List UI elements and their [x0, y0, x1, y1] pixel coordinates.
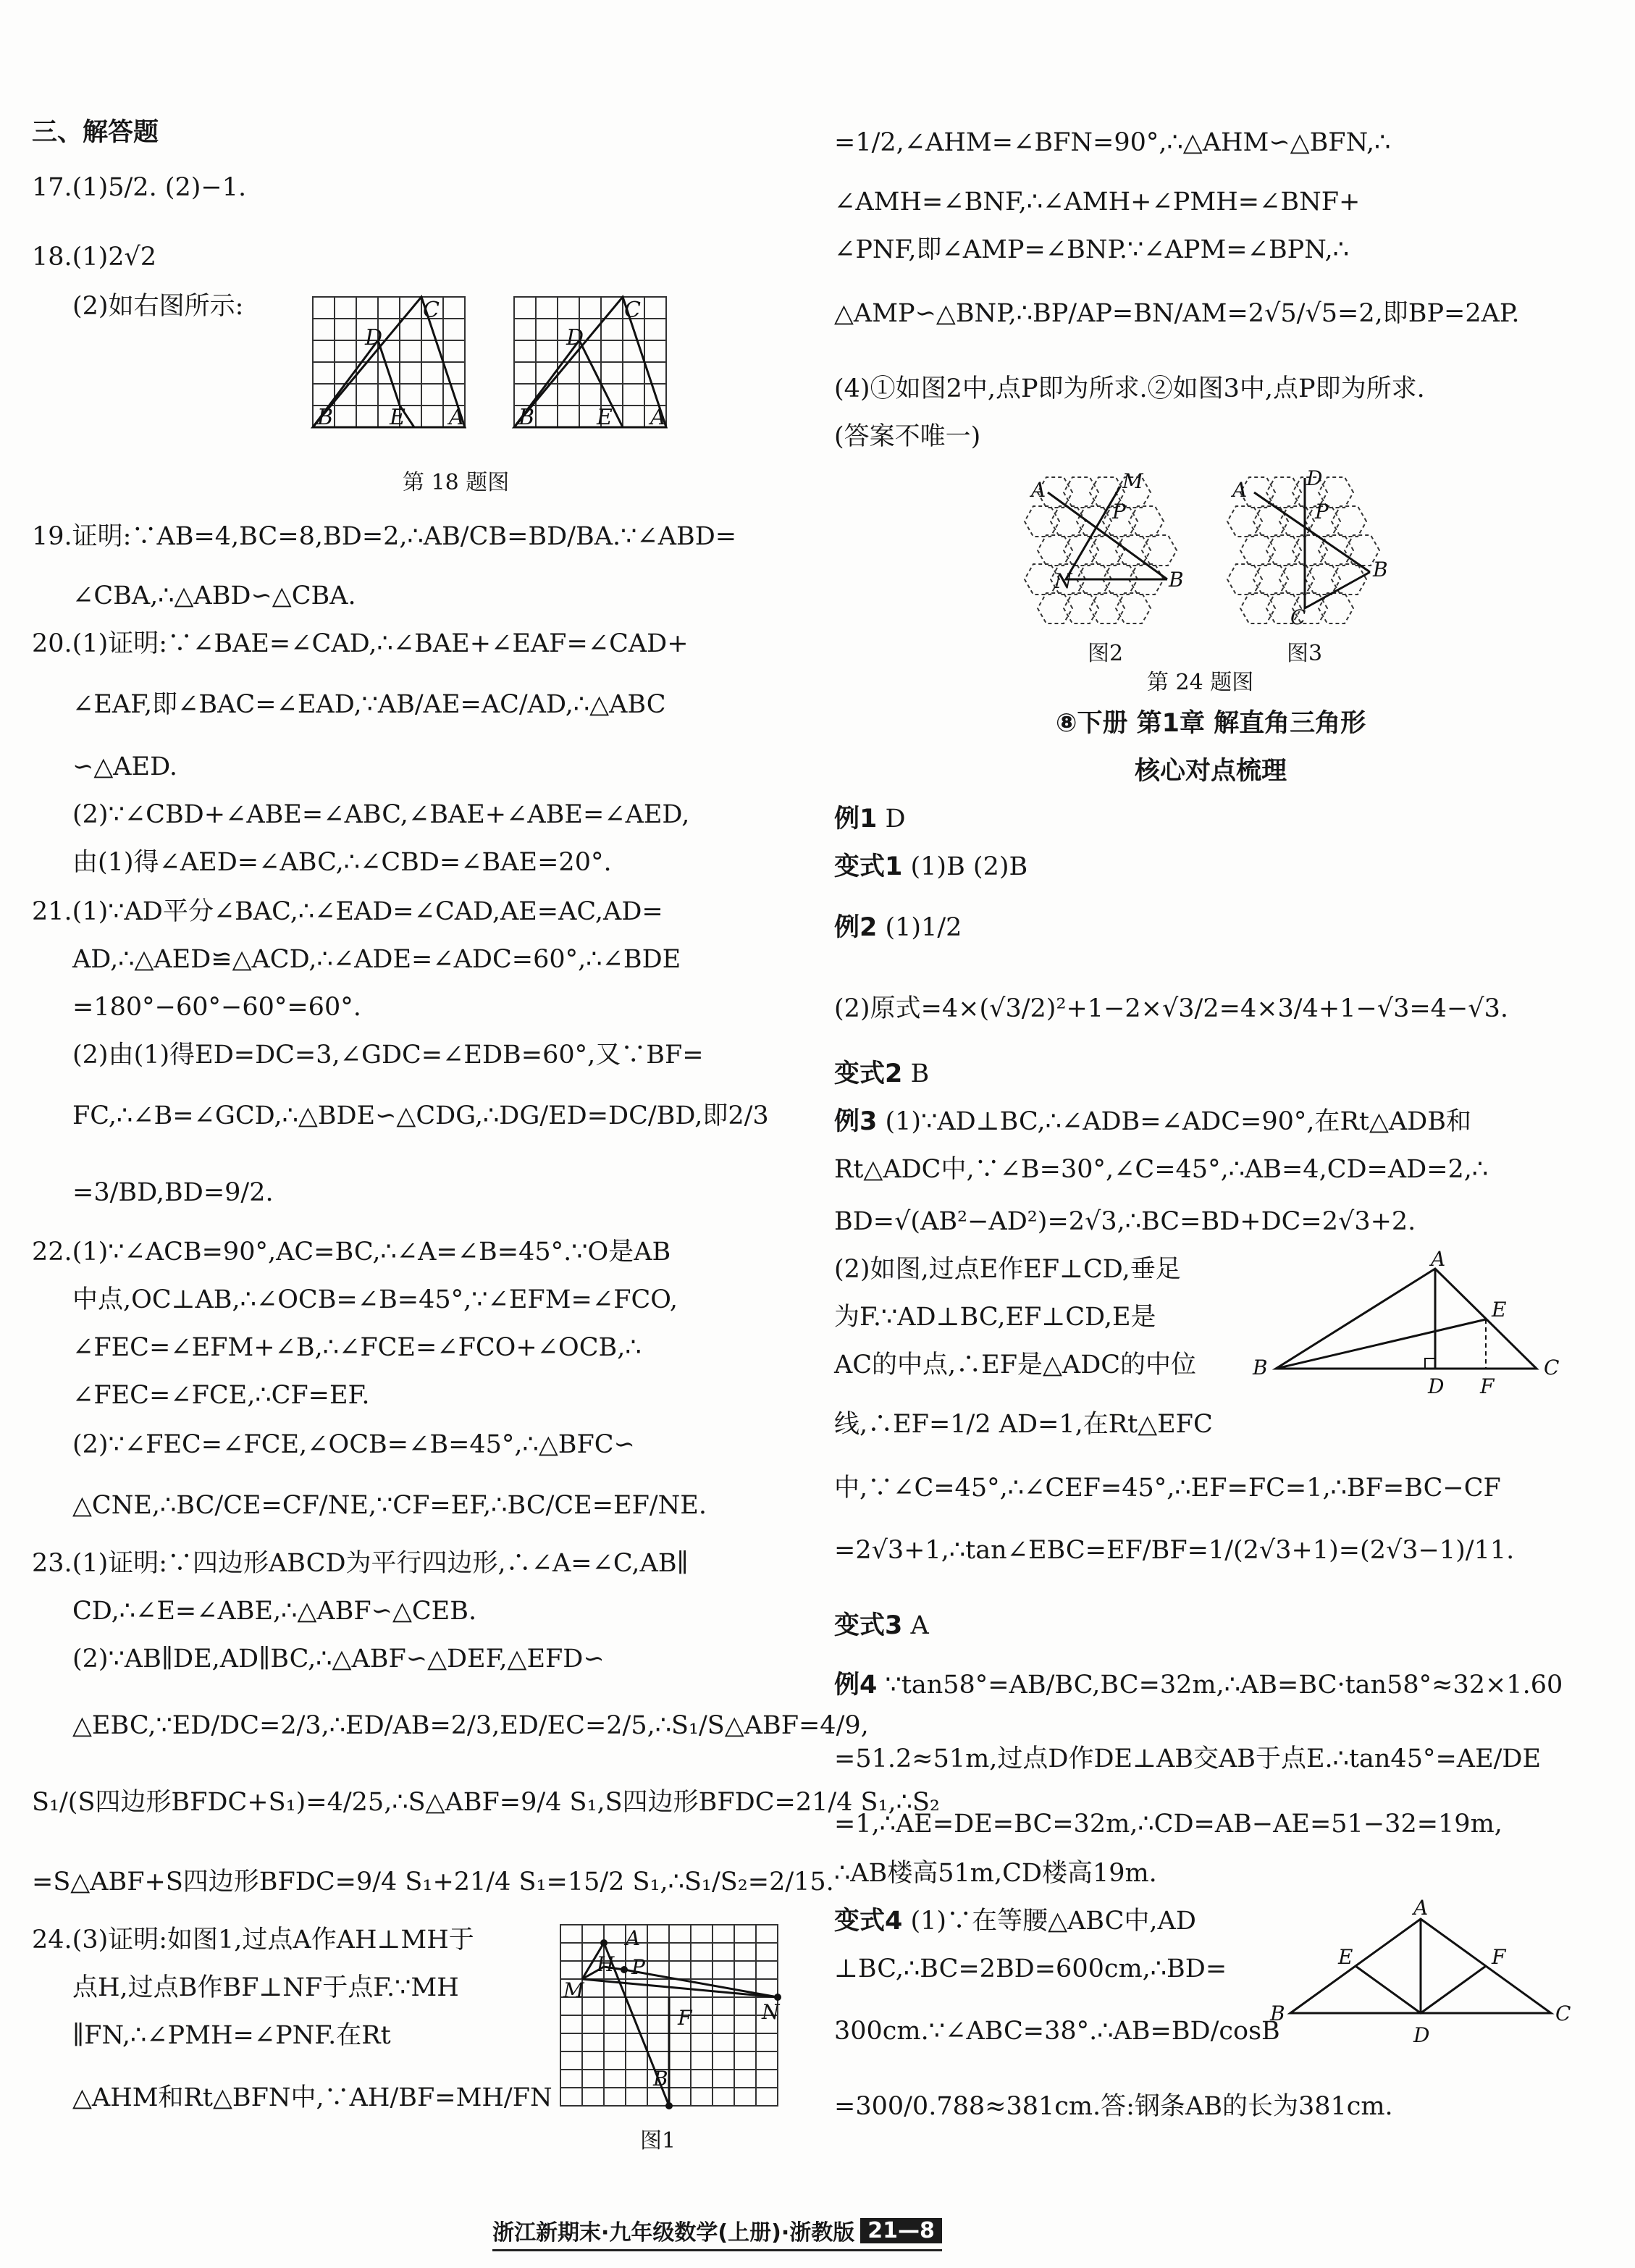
item-label: 例4 — [834, 1671, 878, 1700]
item-label: 变式4 — [834, 1907, 903, 1936]
point-p — [621, 1966, 628, 1973]
fig18-label-a2: A — [650, 405, 666, 430]
item-text: =1,∴AE=DE=BC=32m,∴CD=AB−AE=51−32=19m, — [834, 1810, 1502, 1839]
chapter-title: ⑧下册 第1章 解直角三角形 — [1055, 709, 1366, 738]
figure-18 — [284, 295, 704, 433]
item-row — [834, 904, 962, 952]
item-row — [834, 1661, 1563, 1709]
answer-line: △CNE,∴BC/CE=CF/NE,∵CF=EF,∴BC/CE=EF/NE. — [72, 1491, 707, 1520]
item-text: (1)∵在等腰△ABC中,AD — [910, 1907, 1196, 1936]
fig3-caption: 图3 — [1287, 641, 1323, 666]
answer-line: ∠AMH=∠BNF,∴∠AMH+∠PMH=∠BNF+ — [834, 188, 1361, 217]
fig24-caption: 第 24 题图 — [1147, 670, 1254, 695]
answer-line: (2)∵∠FEC=∠FCE,∠OCB=∠B=45°,∴△BFC∽ — [72, 1430, 635, 1459]
answer-line: ∠CBA,∴△ABD∽△CBA. — [72, 581, 356, 610]
tri2-label-c: C — [1555, 2002, 1571, 2025]
tri1-label-f: F — [1480, 1374, 1495, 1398]
point-b — [665, 2102, 673, 2109]
answer-line: ∠FEC=∠EFM+∠B,∴∠FCE=∠FCO+∠OCB,∴ — [72, 1333, 642, 1362]
item-text: (1)1/2 — [885, 913, 962, 942]
item-row — [834, 795, 906, 843]
fig3-label-a: A — [1232, 478, 1248, 502]
item-text: 中,∵∠C=45°,∴∠CEF=45°,∴EF=FC=1,∴BF=BC−CF — [834, 1474, 1501, 1503]
item-row — [834, 1526, 1514, 1574]
fig18-label-d2: D — [566, 325, 584, 350]
item-row — [834, 1050, 929, 1098]
fig3-label-d: D — [1306, 466, 1323, 490]
answer-line: 21.(1)∵AD平分∠BAC,∴∠EAD=∠CAD,AE=AC,AD= — [32, 897, 663, 926]
figure-1 — [559, 1923, 783, 2112]
item-text: D — [885, 805, 906, 833]
figure-18-svg — [284, 295, 704, 433]
answer-line: 24.(3)证明:如图1,过点A作AH⊥MH于 — [32, 1925, 474, 1954]
answer-line: ∠EAF,即∠BAC=∠EAD,∵AB/AE=AC/AD,∴△ABC — [72, 690, 666, 719]
answer-line: 22.(1)∵∠ACB=90°,AC=BC,∴∠A=∠B=45°.∵O是AB — [32, 1238, 671, 1267]
section-title: 三、解答题 — [32, 118, 159, 147]
footer-title: 浙江新期末·九年级数学(上册)·浙教版 — [492, 2220, 855, 2246]
fig3-label-c: C — [1290, 605, 1306, 629]
item-text: AC的中点,∴EF是△ADC的中位 — [834, 1351, 1197, 1379]
answer-line: △AHM和Rt△BFN中,∵AH/BF=MH/FN — [72, 2083, 552, 2112]
answer-line: ∠PNF,即∠AMP=∠BNP.∵∠APM=∠BPN,∴ — [834, 235, 1349, 264]
answer-line: (2)∵∠CBD+∠ABE=∠ABC,∠BAE+∠ABE=∠AED, — [72, 800, 690, 829]
fig1-label-h: H — [597, 1952, 615, 1976]
answer-line: 20.(1)证明:∵∠BAE=∠CAD,∴∠BAE+∠EAF=∠CAD+ — [32, 629, 689, 658]
item-text: 线,∴EF=1/2 AD=1,在Rt△EFC — [834, 1410, 1213, 1439]
item-label: 例1 — [834, 805, 878, 833]
tri2-label-e: E — [1338, 1945, 1353, 1969]
item-text: A — [910, 1611, 929, 1640]
item-row — [834, 843, 1027, 891]
fig2-caption: 图2 — [1088, 641, 1124, 666]
answer-line: 中点,OC⊥AB,∴∠OCB=∠B=45°,∵∠EFM=∠FCO, — [72, 1285, 678, 1314]
item-row — [834, 1897, 1196, 1945]
fig1-caption: 图1 — [640, 2128, 676, 2154]
fig3-label-p: P — [1315, 500, 1329, 524]
tri1-label-a: A — [1431, 1247, 1446, 1271]
fig2-label-a: A — [1031, 478, 1046, 502]
tri1-label-e: E — [1492, 1298, 1507, 1322]
answer-line: ∽△AED. — [72, 752, 178, 781]
figure-2-hex-grid — [1025, 477, 1177, 623]
answer-line: =3/BD,BD=9/2. — [72, 1178, 274, 1207]
tri2-label-d: D — [1413, 2023, 1430, 2047]
item-text: (2)原式=4×(√3/2)²+1−2×√3/2=4×3/4+1−√3=4−√3. — [834, 994, 1508, 1023]
point-a — [600, 1939, 608, 1946]
footer-rule — [492, 2249, 942, 2251]
answer-line: =S△ABF+S四边形BFDC=9/4 S₁+21/4 S₁=15/2 S₁,∴S₁/S₂=2/15. — [32, 1868, 834, 1897]
item-text: ⊥BC,∴BC=2BD=600cm,∴BD= — [834, 1954, 1227, 1983]
answer-line: (4)①如图2中,点P即为所求.②如图3中,点P即为所求. — [834, 374, 1425, 403]
fig1-label-f: F — [678, 2006, 692, 2030]
item-row — [834, 1293, 1156, 1341]
answer-line: AD,∴△AED≌△ACD,∴∠ADE=∠ADC=60°,∴∠BDE — [72, 945, 681, 974]
answer-line: CD,∴∠E=∠ABE,∴△ABF∽△CEB. — [72, 1597, 477, 1626]
figure-24 — [1015, 463, 1392, 637]
fig18-label-a: A — [449, 405, 465, 430]
fig18-label-b: B — [317, 405, 334, 430]
fig1-label-m: M — [563, 1978, 584, 2002]
section-title: 核心对点梳理 — [1134, 757, 1287, 786]
fig2-label-n: N — [1054, 569, 1072, 593]
answer-line: 19.证明:∵AB=4,BC=8,BD=2,∴AB/CB=BD/BA.∵∠ABD= — [32, 522, 737, 551]
triangle-1-svg — [1247, 1247, 1594, 1398]
fig2-label-b: B — [1169, 568, 1184, 592]
fig1-label-b: B — [653, 2067, 668, 2091]
item-row — [834, 1098, 1471, 1146]
item-row — [834, 2007, 1280, 2055]
fig18-label-d: D — [365, 325, 383, 350]
answer-line: (2)如右图所示: — [72, 292, 244, 321]
fig18-caption: 第 18 题图 — [403, 470, 510, 495]
answer-line: (2)由(1)得ED=DC=3,∠GDC=∠EDB=60°,又∵BF= — [72, 1041, 704, 1070]
figure-1-svg — [559, 1923, 783, 2112]
item-text: BD=√(AB²−AD²)=2√3,∴BC=BD+DC=2√3+2. — [834, 1207, 1416, 1236]
figure-triangle-1 — [1247, 1247, 1594, 1398]
item-row — [834, 1464, 1501, 1512]
tri1-label-b: B — [1253, 1356, 1268, 1379]
answer-line: 18.(1)2√2 — [32, 243, 157, 272]
item-text: (1)∵AD⊥BC,∴∠ADB=∠ADC=90°,在Rt△ADB和 — [885, 1107, 1471, 1136]
item-row — [834, 2083, 1393, 2130]
answer-line: 点H,过点B作BF⊥NF于点F.∵MH — [72, 1973, 459, 2002]
answer-line: (答案不唯一) — [834, 422, 981, 451]
answer-line: =1/2,∠AHM=∠BFN=90°,∴△AHM∽△BFN,∴ — [834, 128, 1391, 157]
tri1-label-d: D — [1428, 1374, 1445, 1398]
answer-line: 17.(1)5/2. (2)−1. — [32, 173, 247, 202]
answer-line: 由(1)得∠AED=∠ABC,∴∠CBD=∠BAE=20°. — [72, 848, 612, 877]
fig18-label-e2: E — [597, 405, 613, 430]
answer-line: ∥FN,∴∠PMH=∠PNF.在Rt — [72, 2021, 391, 2050]
item-label: 变式3 — [834, 1611, 903, 1640]
item-row — [834, 1945, 1227, 1993]
triangle-2-shape — [1290, 1919, 1551, 2013]
item-row — [834, 1602, 929, 1650]
triangle-2-svg — [1269, 1896, 1573, 2049]
item-text: ∵tan58°=AB/BC,BC=32m,∴AB=BC·tan58°≈32×1.60 — [885, 1671, 1563, 1700]
item-label: 例2 — [834, 913, 878, 942]
item-text: (2)如图,过点E作EF⊥CD,垂足 — [834, 1255, 1181, 1284]
item-row — [834, 1849, 1157, 1897]
tri2-label-a: A — [1413, 1896, 1429, 1920]
answer-line: S₁/(S四边形BFDC+S₁)=4/25,∴S△ABF=9/4 S₁,S四边形BFDC=21/4 S₁,∴S₂ — [32, 1788, 940, 1817]
item-row — [834, 1198, 1416, 1246]
fig18-label-c2: C — [624, 298, 641, 323]
figure-triangle-2 — [1269, 1896, 1573, 2049]
answer-line: ∠FEC=∠FCE,∴CF=EF. — [72, 1381, 370, 1410]
item-label: 例3 — [834, 1107, 878, 1136]
fig1-label-n: N — [762, 2000, 780, 2024]
item-text: =300/0.788≈381cm.答:钢条AB的长为381cm. — [834, 2092, 1393, 2121]
page-footer — [492, 2212, 942, 2248]
answer-line: FC,∴∠B=∠GCD,∴△BDE∽△CDG,∴DG/ED=DC/BD,即2/3 — [72, 1101, 769, 1130]
item-text: 为F.∵AD⊥BC,EF⊥CD,E是 — [834, 1303, 1156, 1332]
figure-3-hex-grid — [1227, 477, 1379, 623]
fig18-label-e: E — [390, 405, 405, 430]
answer-line: (2)∵AB∥DE,AD∥BC,∴△ABF∽△DEF,△EFD∽ — [72, 1645, 605, 1673]
tri1-label-c: C — [1544, 1356, 1560, 1379]
answer-line: △EBC,∵ED/DC=2/3,∴ED/AB=2/3,ED/EC=2/5,∴S₁/S△ABF=4/9, — [72, 1711, 869, 1740]
item-label: 变式1 — [834, 852, 903, 881]
page-number: 21—8 — [860, 2218, 942, 2243]
tri2-label-b: B — [1270, 2002, 1285, 2025]
item-row — [834, 1400, 1213, 1448]
answer-line: △AMP∽△BNP,∴BP/AP=BN/AM=2√5/√5=2,即BP=2AP. — [834, 299, 1520, 328]
answer-line: 23.(1)证明:∵四边形ABCD为平行四边形,∴∠A=∠C,AB∥ — [32, 1549, 689, 1578]
tri2-label-f: F — [1492, 1945, 1506, 1969]
item-label: 变式2 — [834, 1059, 903, 1088]
fig18-label-c: C — [423, 298, 440, 323]
item-text: Rt△ADC中,∵∠B=30°,∠C=45°,∴AB=4,CD=AD=2,∴ — [834, 1155, 1489, 1184]
item-text: ∴AB楼高51m,CD楼高19m. — [834, 1859, 1157, 1888]
item-text: (1)B (2)B — [910, 852, 1028, 881]
item-row — [834, 1735, 1541, 1783]
item-text: B — [910, 1059, 930, 1088]
item-text: 300cm.∵∠ABC=38°.∴AB=BD/cosB — [834, 2017, 1280, 2046]
fig2-label-m: M — [1122, 469, 1143, 493]
item-row — [834, 1246, 1181, 1293]
fig18-label-b2: B — [518, 405, 535, 430]
fig3-label-b: B — [1373, 558, 1388, 581]
item-text: =51.2≈51m,过点D作DE⊥AB交AB于点E.∴tan45°=AE/DE — [834, 1744, 1542, 1773]
fig1-label-a: A — [626, 1926, 641, 1950]
item-row — [834, 1800, 1502, 1848]
fig2-label-p: P — [1112, 500, 1126, 524]
figure-24-svg — [1015, 463, 1392, 637]
item-row — [834, 985, 1508, 1033]
fig1-label-p: P — [631, 1955, 645, 1979]
answer-line: =180°−60°−60°=60°. — [72, 993, 361, 1022]
item-row — [834, 1341, 1196, 1389]
item-row — [834, 1146, 1488, 1193]
item-text: =2√3+1,∴tan∠EBC=EF/BF=1/(2√3+1)=(2√3−1)/11. — [834, 1536, 1515, 1565]
